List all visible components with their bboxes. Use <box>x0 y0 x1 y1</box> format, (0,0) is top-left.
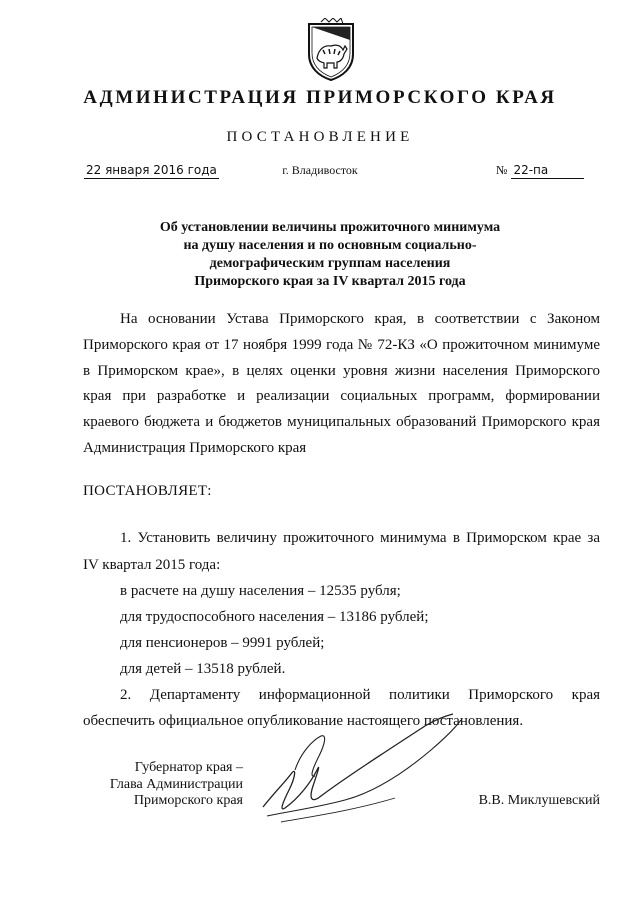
item-2-line-2: обеспечить официальное опубликование настоящего постановления. <box>83 713 524 729</box>
document-number <box>496 163 584 178</box>
preamble-line: в Приморском крае», в целях оценки уровня жизни населения Приморского <box>83 362 600 379</box>
subject-line: Об установлении величины прожиточного минимума <box>159 220 501 235</box>
organization-title: АДМИНИСТРАЦИЯ ПРИМОРСКОГО КРАЯ <box>83 87 557 108</box>
item-1-line-2: IV квартал 2015 года: <box>83 557 221 573</box>
subitem-pensioners: для пенсионеров – 9991 рублей; <box>120 635 325 651</box>
preamble-line: Приморского края от 17 ноября 1999 года № 72-КЗ «О прожиточном минимуме <box>83 336 600 353</box>
number-value: 22-па <box>511 163 584 179</box>
signatory-title-line: Глава Администрации <box>109 776 243 792</box>
subject-line: на душу населения и по основным социально- <box>183 238 477 253</box>
preamble-line: Администрация Приморского края <box>83 439 307 456</box>
signatory-title-line: Губернатор края – <box>134 760 243 775</box>
preamble-line: краевого бюджета и бюджетов муниципальных образований Приморского края <box>83 414 600 431</box>
signatory-name: В.В. Миклушевский <box>478 793 600 808</box>
preamble-line: края при разработке и реализации социальных программ, формировании <box>83 388 600 405</box>
document-subject <box>120 219 540 291</box>
preamble-paragraph <box>83 307 600 462</box>
preamble-line: На основании Устава Приморского края, в соответствии с Законом <box>120 311 600 327</box>
number-label: № <box>496 163 508 177</box>
subject-line: Приморского края за IV квартал 2015 года <box>194 274 466 289</box>
subitem-per-capita: в расчете на душу населения – 12535 рубля; <box>120 583 401 599</box>
subject-line: демографическим группам населения <box>209 256 451 271</box>
item-1-line-1: 1. Установить величину прожиточного минимума в Приморском крае за <box>120 530 600 546</box>
subitem-working-age: для трудоспособного населения – 13186 рублей; <box>120 609 429 625</box>
date-value: 22 января 2016 года <box>86 163 217 177</box>
handwritten-signature <box>255 712 470 832</box>
subitem-children: для детей – 13518 рублей. <box>120 661 286 677</box>
document-type: ПОСТАНОВЛЕНИЕ <box>226 129 414 145</box>
decree-word: ПОСТАНОВЛЯЕТ: <box>83 483 212 499</box>
item-2-line-1: 2. Департаменту информационной политики Приморского края <box>120 687 600 703</box>
document-city: г. Владивосток <box>282 163 358 177</box>
signatory-title <box>83 760 243 810</box>
signatory-title-line: Приморского края <box>133 793 243 808</box>
coat-of-arms-icon <box>303 18 359 82</box>
